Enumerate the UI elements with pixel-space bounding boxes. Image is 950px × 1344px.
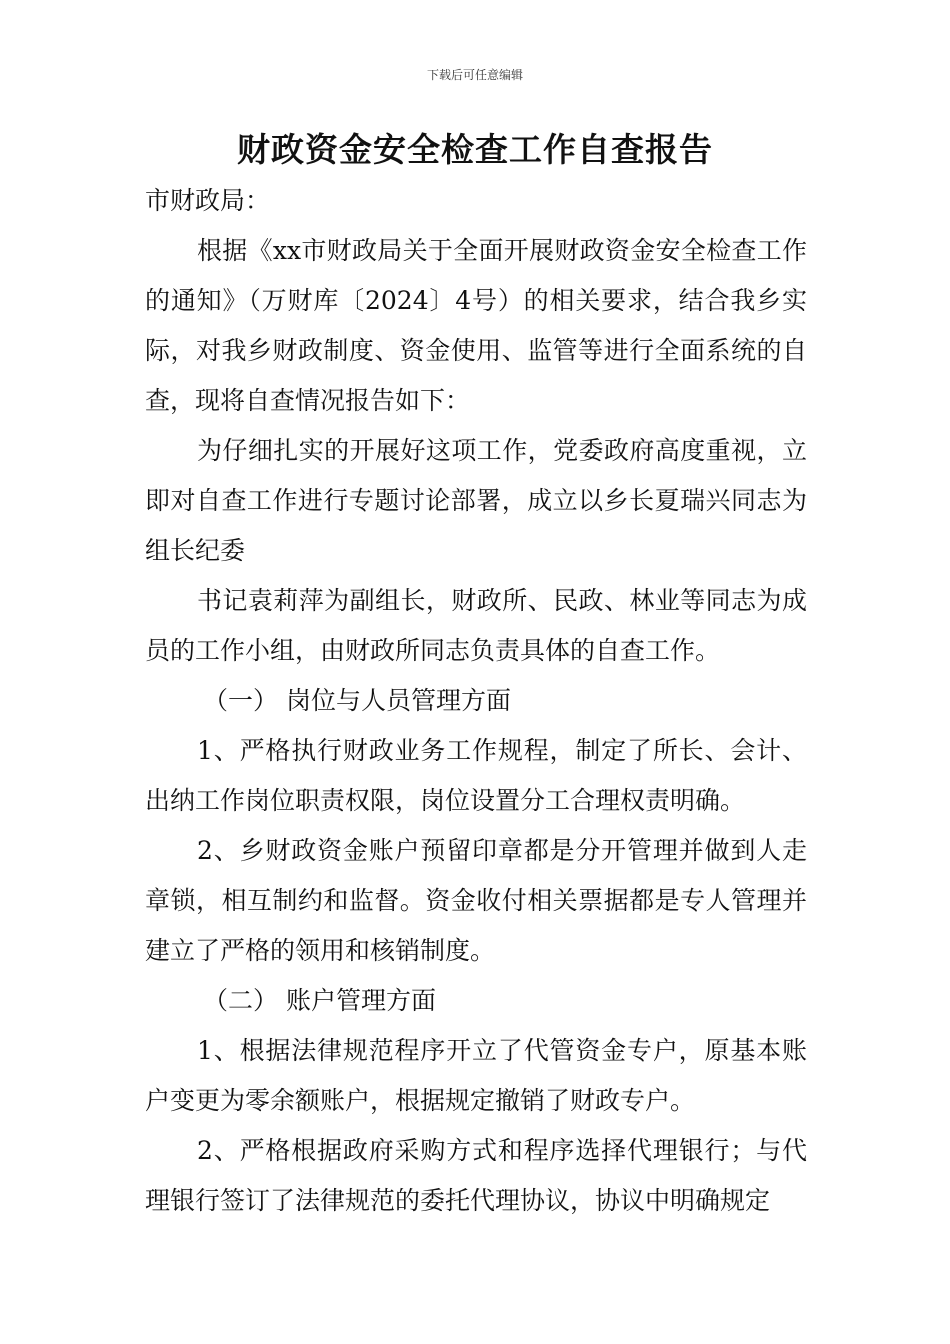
paragraph-item: 2、严格根据政府采购方式和程序选择代理银行；与代理银行签订了法律规范的委托代理协议，协议中明确规定	[145, 1136, 807, 1215]
paragraph-working-group: 书记袁莉萍为副组长，财政所、民政、林业等同志为成员的工作小组，由财政所同志负责具体的自查工作。	[145, 586, 807, 665]
section-heading-2: （二） 账户管理方面	[203, 986, 436, 1015]
document-body	[145, 176, 807, 1226]
paragraph-intro: 根据《xx市财政局关于全面开展财政资金安全检查工作的通知》（万财库〔2024〕4号）的相关要求，结合我乡实际，对我乡财政制度、资金使用、监管等进行全面系统的自查，现将自查情况报告如下：	[145, 236, 807, 415]
document-title: 财政资金安全检查工作自查报告	[237, 130, 713, 169]
salutation: 市财政局：	[145, 186, 271, 215]
section-heading-1: （一） 岗位与人员管理方面	[203, 686, 511, 715]
paragraph-organization: 为仔细扎实的开展好这项工作，党委政府高度重视，立即对自查工作进行专题讨论部署，成立以乡长夏瑞兴同志为组长纪委	[145, 436, 807, 565]
paragraph-item: 1、根据法律规范程序开立了代管资金专户，原基本账户变更为零余额账户，根据规定撤销了财政专户。	[145, 1036, 807, 1115]
paragraph-item: 2、乡财政资金账户预留印章都是分开管理并做到人走章锁，相互制约和监督。资金收付相关票据都是专人管理并建立了严格的领用和核销制度。	[145, 836, 807, 965]
header-note: 下载后可任意编辑	[426, 68, 523, 82]
paragraph-item: 1、严格执行财政业务工作规程，制定了所长、会计、出纳工作岗位职责权限，岗位设置分工合理权责明确。	[145, 736, 807, 815]
